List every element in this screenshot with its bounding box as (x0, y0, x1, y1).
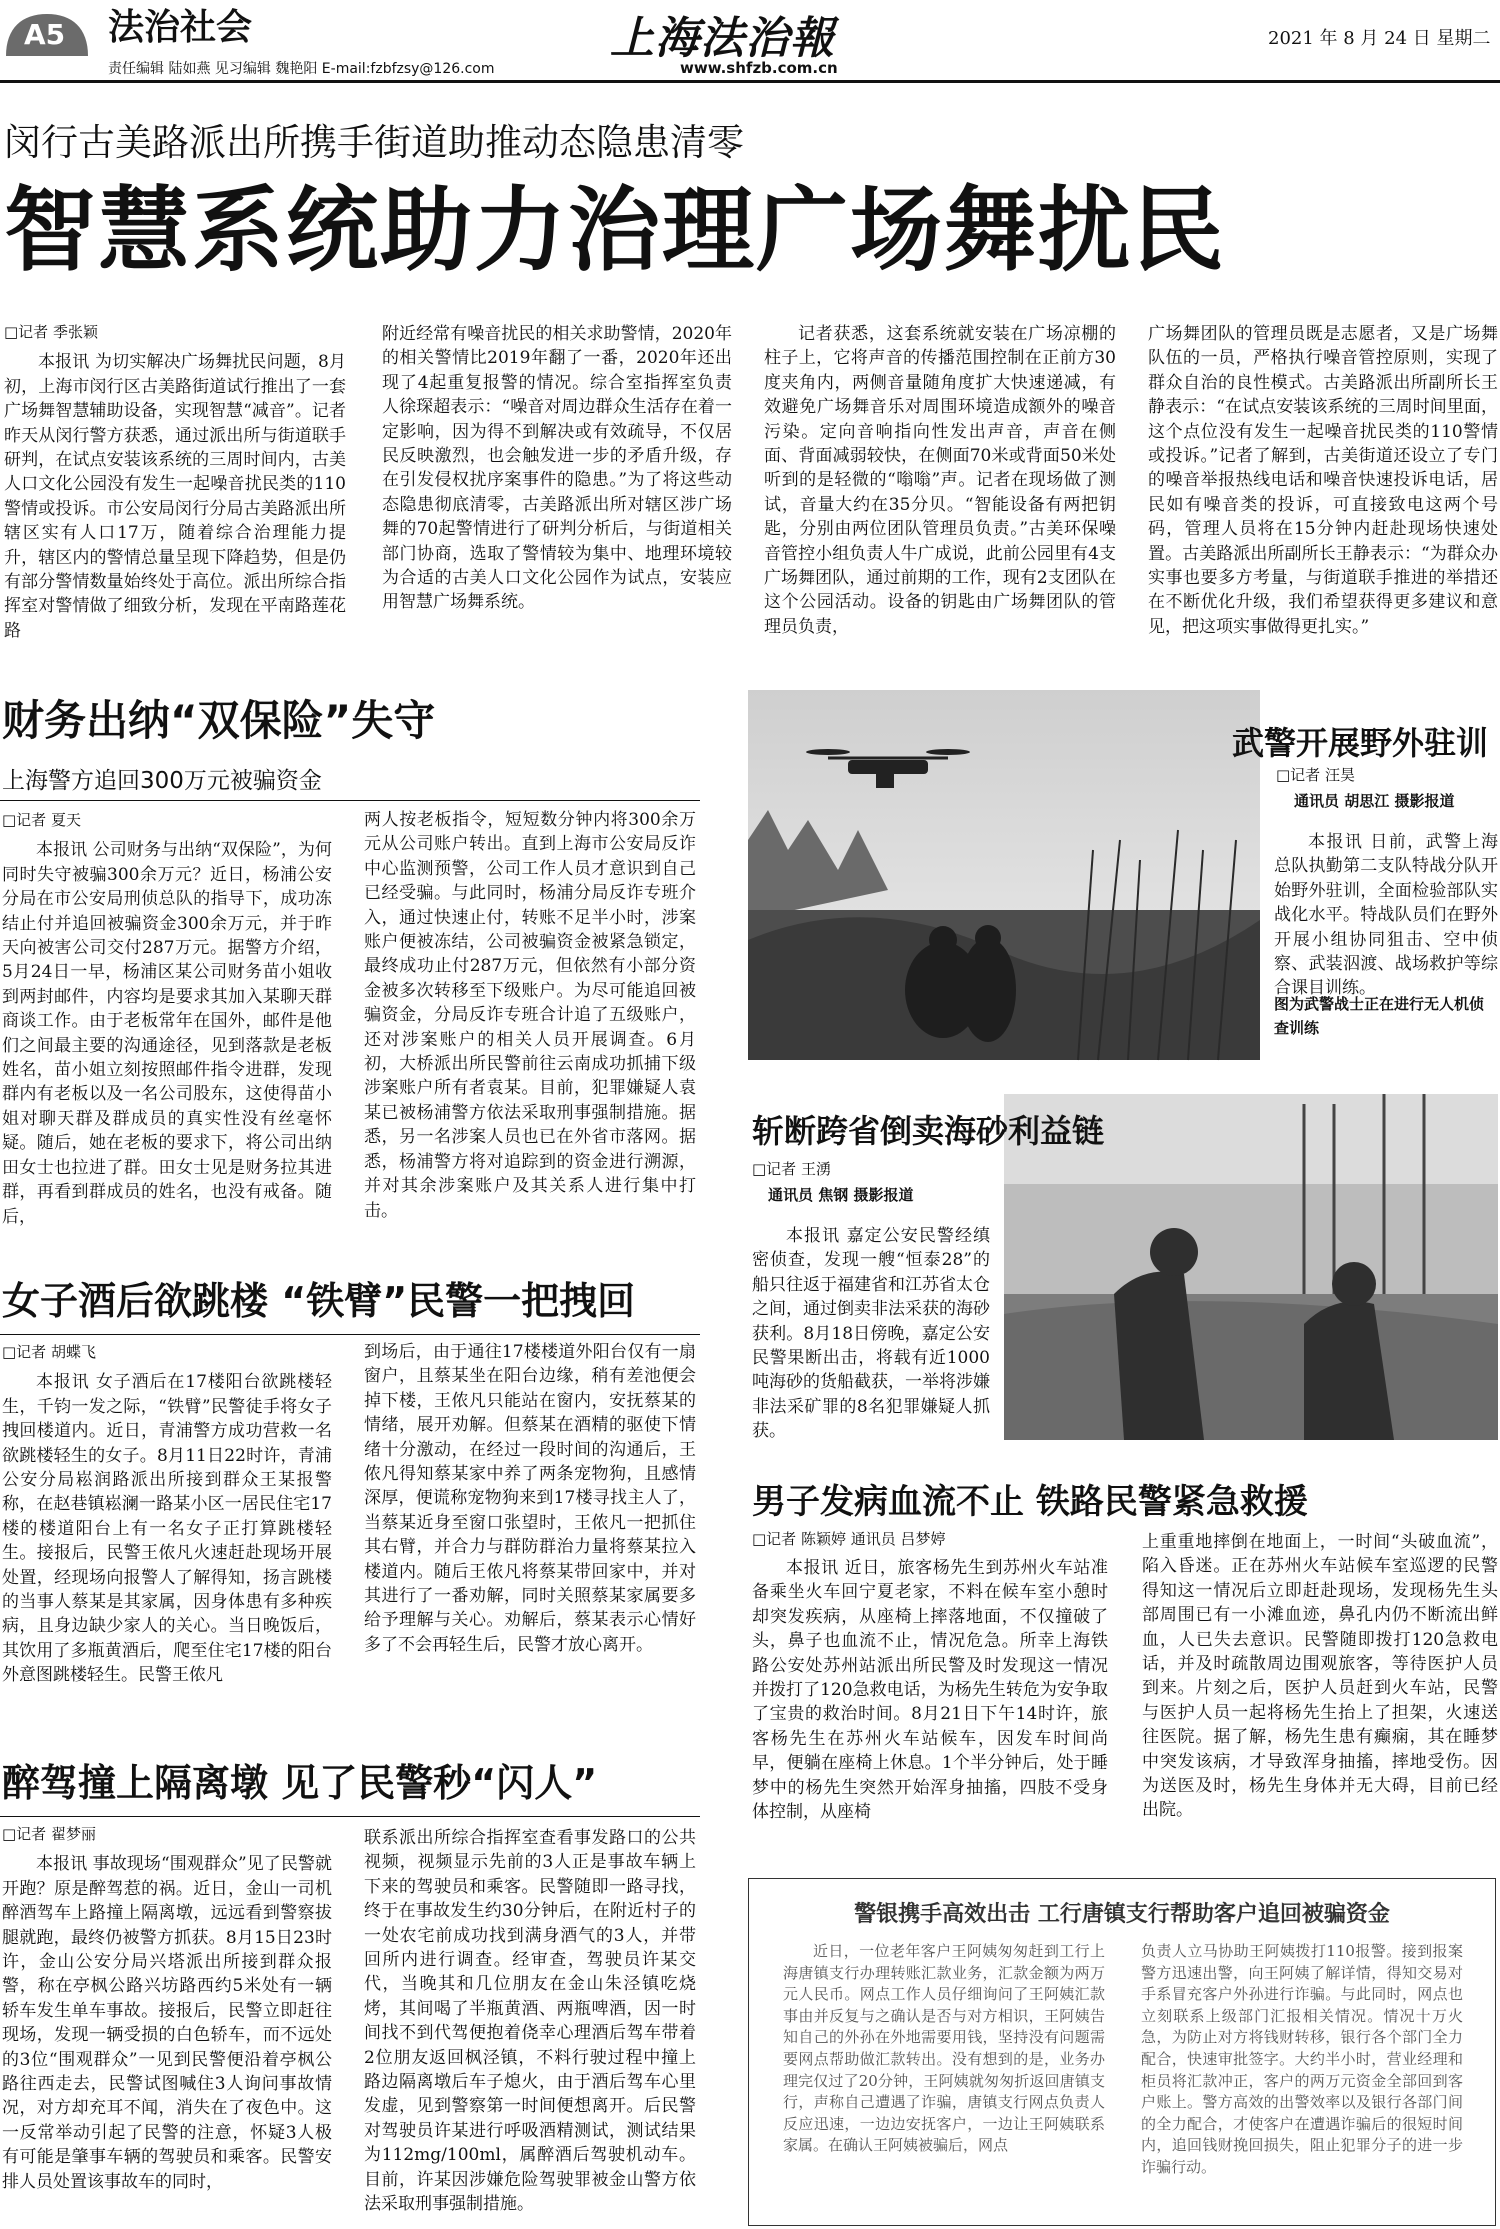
rail-byline: □记者 陈颖婷 通讯员 吕梦婷 (752, 1530, 946, 1548)
lead-col-4 (1148, 322, 1498, 645)
masthead-rule (0, 80, 1500, 83)
lead-paragraph: 记者获悉，这套系统就安装在广场凉棚的柱子上，它将声音的传播范围控制在正前方30度夹角内，两侧音量随角度扩大快速递减，有效避免广场舞音乐对周围环境造成额外的噪音污染。定向音响指向性发出声音，声音在侧面、背面减弱较快，在侧面70米或背面50米处听到的是轻微的“嗡嗡”声。记者在现场做了测试，音量大约在35分贝。“智能设备有两把钥匙，分别由两位团队管理员负责。”古美环保噪音管控小组负责人牛广成说，此前公园里有4支广场舞团队，通过前期的工作，现有2支团队在这个公园活动。设备的钥匙由广场舞团队的管理员负责， (764, 324, 1116, 637)
lead-paragraph: 附近经常有噪音扰民的相关求助警情，2020年的相关警情比2019年翻了一番，2020年还出现了4起重复报警的情况。综合室指挥室负责人徐琛超表示：“噪音对周边群众生活存在着一定影响，因为得不到解决或有效疏导，不仅居民反映激烈，也会触发进一步的矛盾升级，存在引发侵权扰序案事件的隐患。”为了将这些动态隐患彻底清零，古美路派出所对辖区涉广场舞的70起警情进行了研判分析后，与街道相关部门协商，选取了警情较为集中、地理环境较为合适的古美人口文化公园作为试点，安装应用智慧广场舞系统。 (382, 324, 732, 613)
drone-training-photo (748, 690, 1260, 1060)
bank-ad-box (748, 1878, 1496, 2226)
jump-paragraph: 到场后，由于通往17楼楼道外阳台仅有一扇窗户，且蔡某坐在阳台边缘，稍有差池便会掉下楼，王侬凡只能站在窗内，安抚蔡某的情绪，展开劝解。但蔡某在酒精的驱使下情绪十分激动，在经过一段时间的沟通后，王侬凡得知蔡某家中养了两条宠物狗，且感情深厚，便谎称宠物狗来到17楼寻找主人了，当蔡某近身至窗口张望时，王侬凡一把抓住其右臂，并合力与群防群治力量将蔡某拉入楼道内。随后王侬凡将蔡某带回家中，并对其进行了一番劝解，同时关照蔡某家属要多给予理解与关心。劝解后，蔡某表示心情好多了不会再轻生后，民警才放心离开。 (364, 1342, 696, 1655)
bank-ad-paragraph: 负责人立马协助王阿姨拨打110报警。接到报案警方迅速出警，向王阿姨了解详情，得知交易对手系冒充客户外孙进行诈骗。与此同时，网点也立刻联系上级部门汇报相关情况。情况十万火急，为防止对方将钱财转移，银行各个部门全力配合，快速审批签字。大约半小时，营业经理和柜员将汇款冲正，客户的两万元资金全部回到客户账上。警方高效的出警效率以及银行各部门间的全力配合，才使客户在遭遇诈骗后的很短时间内，追回钱财挽回损失，阻止犯罪分子的进一步诈骗行动。 (1141, 1942, 1463, 2176)
drill-paragraph: 本报讯 日前，武警上海总队执勤第二支队特战分队开始野外驻训，全面检验部队实战化水平。特战队员们在野外开展小组协同狙击、空中侦察、武装泅渡、战场救护等综合课目训练。 (1274, 832, 1498, 999)
paper-name: 上海法治報 (610, 13, 835, 64)
drunk-col-1 (2, 1822, 332, 2226)
lead-paragraph: 本报讯 为切实解决广场舞扰民问题，8月初，上海市闵行区古美路街道试行推出了一套广场舞智慧辅助设备，实现智慧“减音”。记者昨天从闵行警方获悉，通过派出所与街道联手研判，在试点安装该系统的三周时间内，古美人口文化公园没有发生一起噪音扰民类的110警情或投诉。市公安局闵行分局古美路派出所辖区实有人口17万，随着综合治理能力提升，辖区内的警情总量呈现下降趋势，但是仍有部分警情数量始终处于高位。派出所综合指挥室对警情做了细致分析，发现在平南路莲花路 (4, 352, 346, 641)
paper-website: www.shfzb.com.cn (680, 59, 838, 77)
drill-byline-2: 通讯员 胡思江 摄影报道 (1294, 792, 1455, 810)
bank-ad-col-1 (783, 1941, 1105, 2219)
lead-byline: □记者 季张颖 (4, 323, 98, 341)
drill-photo-caption: 图为武警战士正在进行无人机侦查训练 (1274, 995, 1485, 1037)
rail-paragraph: 上重重地摔倒在地面上，一时间“头破血流”，陷入昏迷。正在苏州火车站候车室巡逻的民警得知这一情况后立即赶赴现场，发现杨先生头部周围已有一小滩血迹，鼻孔内仍不断流出鲜血，人已失去意识。民警随即拨打120急救电话，并及时疏散周边围观旅客，等待医护人员到来。片刻之后，医护人员赶到火车站，民警与医护人员一起将杨先生抬上了担架，火速送往医院。据了解，杨先生患有癫痫，其在睡梦中突发该病，才导致浑身抽搐，摔地受伤。因为送医及时，杨先生身体并无大碍，目前已经出院。 (1142, 1532, 1498, 1821)
finance-rule (0, 800, 700, 801)
rail-col-2 (1142, 1530, 1498, 1856)
lead-headline: 智慧系统助力治理广场舞扰民 (4, 177, 1227, 284)
lead-paragraph: 广场舞团队的管理员既是志愿者，又是广场舞队伍的一员，严格执行噪音管控原则，实现了群众自治的良性模式。古美路派出所副所长王静表示：“在试点安装该系统的三周时间里面，这个点位没有发生一起噪音扰民类的110警情或投诉。”记者了解到，古美街道还设立了专门的噪音举报热线电话和噪音快速投诉电话，居民如有噪音类的投诉，可直接致电这两个号码，管理人员将在15分钟内赶赴现场快速处置。古美路派出所副所长王静表示：“为群众办实事也要多方考量，与街道联手推进的举措还在不断优化升级，我们希望获得更多建议和意见，把这项实事做得更扎实。” (1148, 324, 1498, 637)
page-number: A5 (24, 18, 66, 51)
sand-headline: 斩断跨省倒卖海砂利益链 (752, 1112, 1105, 1150)
finance-subhead: 上海警方追回300万元被骗资金 (2, 768, 322, 794)
jump-rule (0, 1334, 700, 1335)
bank-ad-paragraph: 近日，一位老年客户王阿姨匆匆赶到工行上海唐镇支行办理转账汇款业务，汇款金额为两万元人民币。网点工作人员仔细询问了王阿姨汇款事由并反复与之确认是否与对方相识，王阿姨告知自己的外孙在外地需要用钱，坚持没有问题需要网点帮助做汇款转出。没有想到的是，业务办理完仅过了20分钟，王阿姨就匆匆折返回唐镇支行，声称自己遭遇了诈骗，唐镇支行网点负责人反应迅速，一边边安抚客户，一边让王阿姨联系家属。在确认王阿姨被骗后，网点 (783, 1942, 1105, 2155)
drunk-paragraph: 本报讯 事故现场“围观群众”见了民警就开跑？原是醉驾惹的祸。近日，金山一司机醉酒驾车上路撞上隔离墩，远远看到警察拔腿就跑，最终仍被警方抓获。8月15日23时许，金山公安分局兴塔派出所接到群众报警，称在亭枫公路兴坊路西约5米处有一辆轿车发生单车事故。接报后，民警立即赶往现场，发现一辆受损的白色轿车，而不远处的3位“围观群众”一见到民警便沿着亭枫公路往西走去，民警试图喊住3人询问事故情况，对方却充耳不闻，消失在了夜色中。这一反常举动引起了民警的注意，怀疑3人极有可能是肇事车辆的驾驶员和乘客。民警安排人员处置该事故车的同时， (2, 1854, 332, 2192)
page-number-badge (2, 8, 92, 58)
bank-ad-col-2 (1141, 1941, 1463, 2219)
sand-byline-1: □记者 王湧 (752, 1160, 831, 1178)
rail-headline: 男子发病血流不止 铁路民警紧急救援 (752, 1482, 1308, 1522)
issue-date: 2021 年 8 月 24 日 星期二 (1268, 28, 1491, 49)
sand-paragraph: 本报讯 嘉定公安民警经缜密侦查，发现一艘“恒泰28”的船只往返于福建省和江苏省太仓之间，通过倒卖非法采获的海砂获利。8月18日傍晚，嘉定公安民警果断出击，将载有近1000吨海砂的货船截获，一举将涉嫌非法采矿罪的8名犯罪嫌疑人抓获。 (752, 1226, 990, 1442)
lead-col-1 (4, 320, 346, 645)
drunk-paragraph: 联系派出所综合指挥室查看事发路口的公共视频，视频显示先前的3人正是事故车辆上下来的驾驶员和乘客。民警随即一路寻找，终于在事故发生约30分钟后，在附近村子的一处农宅前成功找到满身酒气的3人，并带回所内进行调查。经审查，驾驶员许某交代，当晚其和几位朋友在金山朱泾镇吃烧烤，其间喝了半瓶黄酒、两瓶啤酒，因一时间找不到代驾便抱着侥幸心理酒后驾车带着2位朋友返回枫泾镇，不料行驶过程中撞上路边隔离墩后车子熄火，由于酒后驾车心里发虚，见到警察第一时间便想离开。后民警对驾驶员许某进行呼吸酒精测试，测试结果为112mg/100ml，属醉酒后驾驶机动车。目前，许某因涉嫌危险驾驶罪被金山警方依法采取刑事强制措施。 (364, 1828, 696, 2215)
lead-col-2 (382, 322, 732, 645)
lead-col-3 (764, 322, 1116, 645)
jump-col-1 (2, 1340, 332, 1700)
jump-paragraph: 本报讯 女子酒后在17楼阳台欲跳楼轻生，千钧一发之际，“铁臂”民警徒手将女子拽回楼道内。近日，青浦警方成功营救一名欲跳楼轻生的女子。8月11日22时许，青浦公安分局崧润路派出所接到群众王某报警称，在赵巷镇崧澜一路某小区一居民住宅17楼的楼道阳台上有一名女子正打算跳楼轻生。接报后，民警王侬凡火速赶赴现场开展处置，经现场向报警人了解得知，扬言跳楼的当事人蔡某是其家属，因身体患有多种疾病，且身边缺少家人的关心。当日晚饭后，其饮用了多瓶黄酒后，爬至住宅17楼的阳台外意图跳楼轻生。民警王侬凡 (2, 1372, 332, 1686)
finance-paragraph: 本报讯 公司财务与出纳“双保险”，为何同时失守被骗300余万元？近日，杨浦公安分局在市公安局刑侦总队的指导下，成功冻结止付并追回被骗资金300余万元，并于昨天向被害公司交付287万元。据警方介绍，5月24日一早，杨浦区某公司财务苗小姐收到两封邮件，内容均是要求其加入某聊天群商谈工作。由于老板常年在国外，邮件是他们之间最主要的沟通途径，见到落款是老板姓名，苗小姐立刻按照邮件指令进群，发现群内有老板以及一名公司股东，这使得苗小姐对聊天群及群成员的真实性没有丝毫怀疑。随后，她在老板的要求下，将公司出纳田女士也拉进了群。田女士见是财务拉其进群，再看到群成员的姓名，也没有戒备。随后， (2, 840, 332, 1227)
rail-col-1 (752, 1556, 1108, 1856)
editor-line: 责任编辑 陆如燕 见习编辑 魏艳阳 E-mail:fzbfzsy@126.com (108, 61, 495, 77)
bank-ad-title: 警银携手高效出击 工行唐镇支行帮助客户追回被骗资金 (854, 1902, 1390, 1927)
section-title: 法治社会 (108, 7, 253, 48)
jump-headline: 女子酒后欲跳楼 “铁臂”民警一把拽回 (2, 1279, 636, 1323)
finance-col-1 (2, 808, 332, 1238)
drunk-rule (0, 1816, 700, 1817)
sand-body (752, 1224, 990, 1442)
rail-paragraph: 本报讯 近日，旅客杨先生到苏州火车站准备乘坐火车回宁夏老家，不料在候车室小憩时却突发疾病，从座椅上摔落地面，不仅撞破了头，鼻子也血流不止，情况危急。所幸上海铁路公安处苏州站派出所民警及时发现这一情况并拨打了120急救电话，为杨先生转危为安争取了宝贵的救治时间。8月21日下午14时许，旅客杨先生在苏州火车站候车，因发车时间尚早，便躺在座椅上休息。1个半分钟后，处于睡梦中的杨先生突然开始浑身抽搐，四肢不受身体控制，从座椅 (752, 1558, 1108, 1823)
sand-byline-2: 通讯员 焦钢 摄影报道 (768, 1186, 914, 1204)
drunk-col-2 (364, 1826, 696, 2226)
drunk-headline: 醉驾撞上隔离墩 见了民警秒“闪人” (2, 1761, 598, 1805)
drill-byline-1: □记者 汪昊 (1276, 766, 1355, 784)
lead-kicker: 闵行古美路派出所携手街道助推动态隐患清零 (4, 121, 744, 164)
drill-body (1274, 830, 1498, 999)
finance-headline: 财务出纳“双保险”失守 (2, 696, 436, 745)
drill-headline: 武警开展野外驻训 (1232, 724, 1489, 762)
finance-byline: □记者 夏天 (2, 811, 81, 829)
jump-byline: □记者 胡蝶飞 (2, 1343, 96, 1361)
finance-col-2 (364, 808, 696, 1238)
jump-col-2 (364, 1340, 696, 1700)
drunk-byline: □记者 翟梦丽 (2, 1825, 96, 1843)
finance-paragraph: 两人按老板指令，短短数分钟内将300余万元从公司账户转出。直到上海市公安局反诈中心监测预警，公司工作人员才意识到自己已经受骗。与此同时，杨浦分局反诈专班介入，通过快速止付，转账不足半小时，涉案账户便被冻结，公司被骗资金被紧急锁定，最终成功止付287万元，但依然有小部分资金被多次转移至下级账户。为尽可能追回被骗资金，分局反诈专班合计追了五级账户，还对涉案账户的相关人员开展调查。6月初，大桥派出所民警前往云南成功抓捕下级涉案账户所有者袁某。目前，犯罪嫌疑人袁某已被杨浦警方依法采取刑事强制措施。据悉，另一名涉案人员也已在外省市落网。据悉，杨浦警方将对追踪到的资金进行溯源，并对其余涉案账户及其关系人进行集中打击。 (364, 810, 696, 1221)
